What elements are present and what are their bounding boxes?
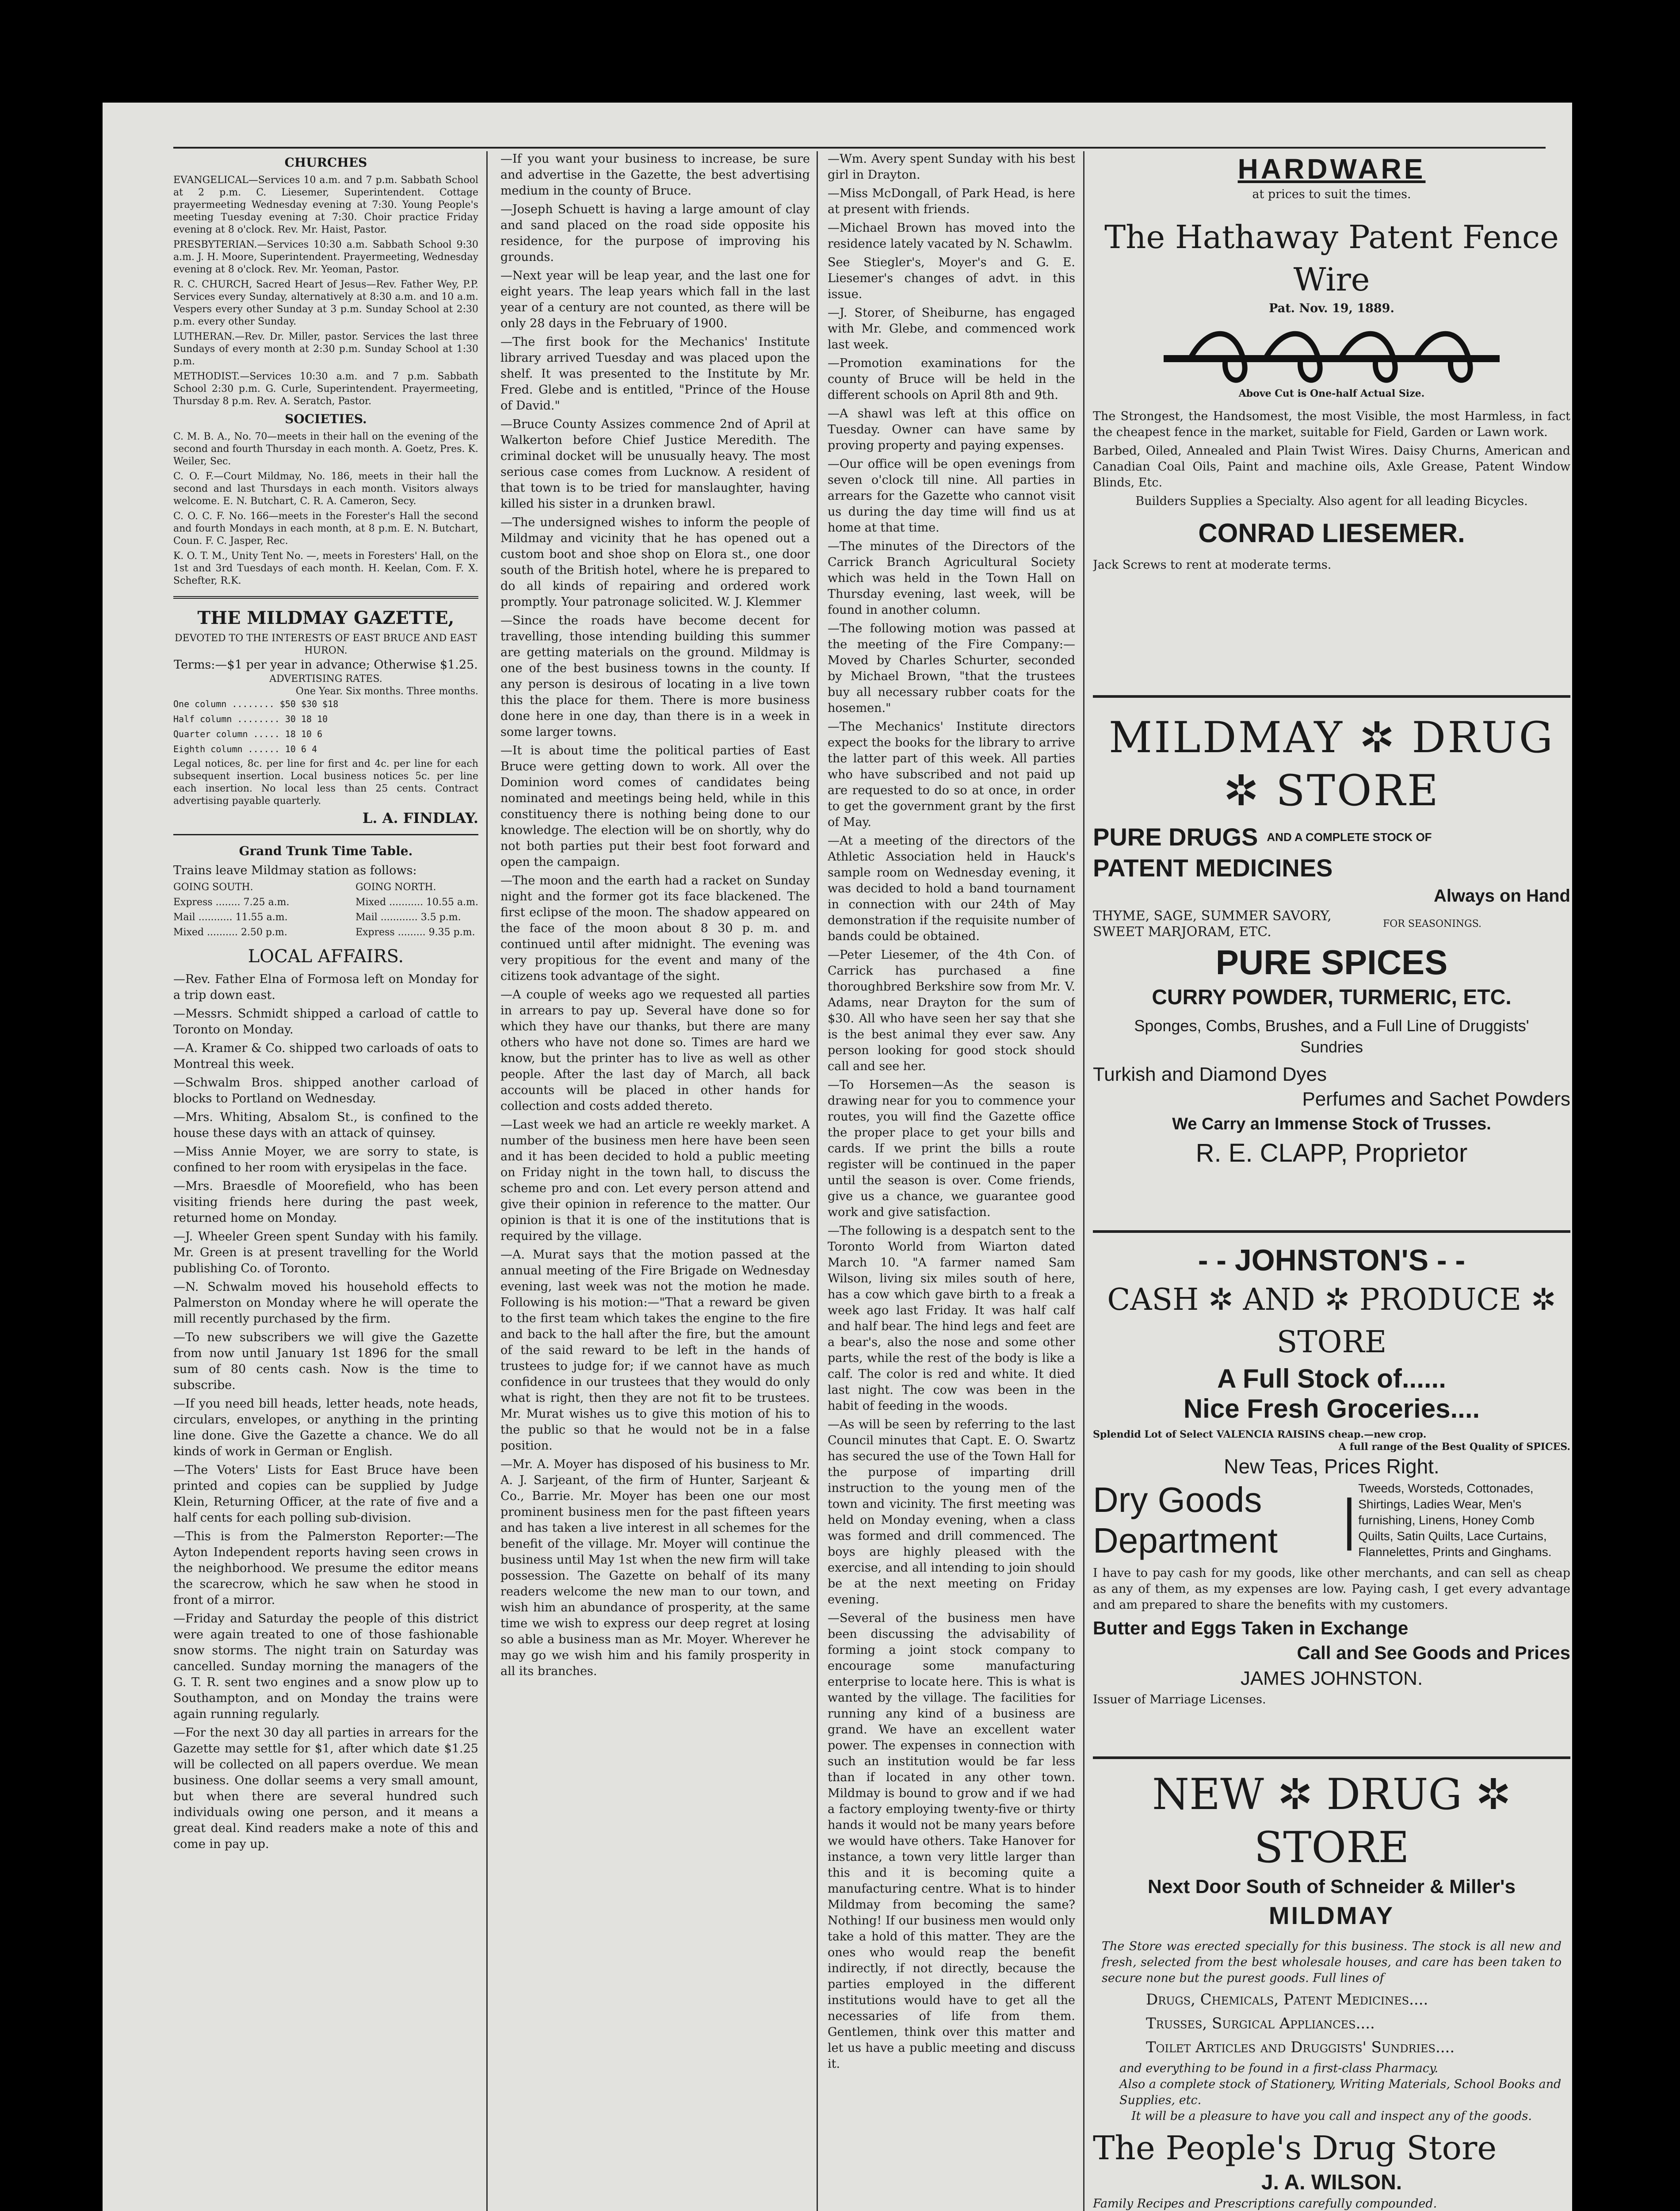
hardware-title: HARDWARE [1237,153,1426,185]
society-listing: C. M. B. A., No. 70—meets in their hall on the evening of the second and fourth Thursday in each month. A. Goetz, Pres. K. Weiler, Sec. [173,431,478,467]
column-1 [173,151,478,2211]
mildmay-drug-title: MILDMAY ✲ DRUG ✲ STORE [1108,713,1555,815]
news-item: —A couple of weeks ago we requested all parties in arrears to pay up. Several have done so for which they have our thanks, but there are many others who have not done so. Times are hard we know, but the printer has to live as well as other people. After the last day of March, all back accounts will be placed in other hands for collection and costs added thereto. [500,988,810,1113]
rates-header: One Year. Six months. Three months. [295,686,478,697]
churches-title: CHURCHES [284,155,367,170]
spices-range: A full range of the Best Quality of SPICES. [1338,1441,1570,1453]
peoples-drug-store: The People's Drug Store [1093,2129,1497,2167]
church-listing: LUTHERAN.—Rev. Dr. Miller, pastor. Services the last three Sundays of every month at 2:30 p.m. Sunday School at 1:30 p.m. [173,331,478,367]
divider [173,834,478,835]
local-affairs-title: LOCAL AFFAIRS. [248,946,404,967]
fence-wire-title: The Hathaway Patent Fence Wire [1104,218,1559,298]
news-item: See Stiegler's, Moyer's and G. E. Liesemer's changes of advt. in this issue. [828,256,1075,301]
train-row: Express ......... 9.35 p.m. [355,927,475,938]
news-item: —If you need bill heads, letter heads, note heads, circulars, envelopes, or anything in the printing line done. Give the Gazette a chance. We do all kinds of work in German or English. [173,1397,478,1458]
news-item: —N. Schwalm moved his household effects to Palmerston on Monday where he will operate the mill recently purchased by the firm. [173,1280,478,1326]
news-item: —Mrs. Whiting, Absalom St., is confined to the house these days with an attack of quinsey. [173,1110,478,1140]
fence-description: The Strongest, the Handsomest, the most Visible, the most Harmless, in fact the cheapest fence in the market, suitable for Field, Garden or Lawn work. [1093,409,1570,439]
hardware-tagline: at prices to suit the times. [1252,187,1411,201]
pleasure: It will be a pleasure to have you call and inspect any of the goods. [1131,2109,1532,2123]
divider [173,596,478,599]
local-affairs-column-1 [173,972,478,1852]
news-item: —Joseph Schuett is having a large amount of clay and sand placed on the road side opposite his residence, for the purpose of improving his grounds. [500,203,810,264]
news-item: —If you want your business to increase, be sure and advertise in the Gazette, the best advertising medium in the county of Bruce. [500,152,810,198]
rate-row: One column ........ $50 $30 $18 [173,699,339,709]
train-row: GOING NORTH. [355,882,436,893]
churches-list [173,174,478,408]
train-row: Mixed .......... 2.50 p.m. [173,927,287,938]
dry-goods-list: Tweeds, Worsteds, Cottonades, Shirtings, Ladies Wear, Men's furnishing, Linens, Honey Comb Quilts, Satin Quilts, Lace Curtains, Flannelettes, Prints and Ginghams. [1358,1481,1552,1559]
butter-eggs: Butter and Eggs Taken in Exchange [1093,1618,1409,1638]
drug-store-owner: R. E. CLAPP, Proprietor [1195,1139,1468,1167]
train-row: Mail ........... 11.55 a.m. [173,912,288,923]
everything-pharmacy: and everything to be found in a first-class Pharmacy. [1119,2062,1439,2075]
mildmay: MILDMAY [1268,1901,1395,1929]
publisher: L. A. FINDLAY. [362,810,478,826]
news-item: —At a meeting of the directors of the Athletic Association held in Hauck's sample room on Wednesday evening, it was decided to hold a band tournament in connection with our 24th of May demonstration if the requisite number of bands could be obtained. [828,834,1075,943]
news-item: —J. Storer, of Sheiburne, has engaged with Mr. Glebe, and commenced work last week. [828,306,1075,352]
news-item: —The Mechanics' Institute directors expect the books for the library to arrive the latter part of this week. All parties who have subscribed and not paid up are requested to do so at once, in order to get the government grant by the first of May. [828,720,1075,829]
church-listing: R. C. CHURCH, Sacred Heart of Jesus—Rev. Father Wey, P.P. Services every Sunday, alternatively at 8:30 a.m. and 10 a.m. Vespers every other Sunday at 3 p.m. Sunday School at 2:30 p.m. every other Sunday. [173,279,478,327]
wilson: J. A. WILSON. [1261,2171,1402,2194]
church-listing: PRESBYTERIAN.—Services 10:30 a.m. Sabbath School 9:30 a.m. J. H. Moore, Superintendent. Prayermeeting, Wednesday evening at 8 o'clock. Rev. Mr. Yeoman, Pastor. [173,239,478,275]
timetable-intro: Trains leave Mildmay station as follows: [173,864,417,877]
news-item: —To new subscribers we will give the Gazette from now until January 1st 1896 for the small sum of 80 cents cash. Now is the time to subscribe. [173,1331,478,1392]
top-rule [173,147,1546,149]
local-affairs-column-3 [828,151,1075,2072]
curry-powder: CURRY POWDER, TURMERIC, ETC. [1152,986,1512,1009]
jack-screws-note: Jack Screws to rent at moderate terms. [1093,558,1332,572]
drug-line: Drugs, Chemicals, Patent Medicines.... [1146,1991,1428,2008]
news-item: —A. Kramer & Co. shipped two carloads of oats to Montreal this week. [173,1041,478,1071]
column-rule [486,151,488,2211]
train-row: Mixed ........... 10.55 a.m. [355,897,478,908]
news-item: —A. Murat says that the motion passed at the annual meeting of the Fire Brigade on Wednesday evening, last week was not the motion he made. Following is his motion:—"That a reward be given to the first team which takes the engine to the fire and back to the hall after the fire, but the amount of the said reward to be left in the hands of trustees to judge for; if we cannot have as much confidence in our trustees that they would do only what is right, then they are not fit to be trustees. Mr. Murat wishes us to give this motion of his to the public so that he would not be in a false position. [500,1248,810,1453]
news-item: —This is from the Palmerston Reporter:—The Ayton Independent reports having seen crows in the neighborhood. We presume the editor means the scarecrow, which he saw when he stood in front of a mirror. [173,1530,478,1607]
column-rule [1083,151,1084,2211]
news-item: —The first book for the Mechanics' Institute library arrived Tuesday and was placed upon the shelf. It was presented to the Institute by Mr. Fred. Glebe and is entitled, "Prince of the House of David." [500,335,810,413]
news-item: —A shawl was left at this office on Tuesday. Owner can have same by proving property and paying expenses. [828,407,1075,452]
news-item: —The minutes of the Directors of the Carrick Branch Agricultural Society which was held in the Town Hall on Thursday evening, last week, will be found in another column. [828,539,1075,617]
full-stock: A Full Stock of...... [1217,1364,1446,1393]
news-item: —Promotion examinations for the county of Bruce will be held in the different schools on April 8th and 9th. [828,356,1075,402]
news-item: —To Horsemen—As the season is drawing near for you to commence your routes, you will find the Gazette office the proper place to get your bills and cards. If we print the bills a route register will be continued in the paper until the season is over. Come friends, give us a chance, we guarantee good work and give satisfaction. [828,1078,1075,1219]
brace: | [1340,1489,1359,1551]
column-rule [817,151,818,2211]
mildmay-drug-store-ad [1093,695,1570,1170]
valencia-raisins: Splendid Lot of Select VALENCIA RAISINS cheap.—new crop. [1093,1429,1427,1440]
societies-list [173,431,478,587]
masthead-subtitle: DEVOTED TO THE INTERESTS OF EAST BRUCE AND EAST HURON. [175,633,477,656]
news-item: —Last week we had an article re weekly market. A number of the business men here have been seen and it has been decided to hold a public meeting on Friday night in the town hall, to discuss the scheme pro and con. Let every person attend and give their opinion in reference to the matter. Our opinion is that it is one of the institutions that is required by the village. [500,1118,810,1243]
dyes: Turkish and Diamond Dyes [1093,1063,1327,1085]
news-item: —Peter Liesemer, of the 4th Con. of Carrick has purchased a fine thoroughbred Berkshire sow from Mr. V. Adams, near Drayton for the sum of $30. All who have seen her say that she is the best animal they ever saw. Any person looking for good stock should call and see her. [828,948,1075,1073]
news-item: —Miss Annie Moyer, we are sorry to state, is confined to her room with erysipelas in the face. [173,1145,478,1174]
fence-wire-illustration [1093,317,1570,387]
hardware-ad [1093,151,1570,573]
news-item: —Michael Brown has moved into the residence lately vacated by N. Schawlm. [828,221,1075,251]
news-item: —Miss McDongall, of Park Head, is here at present with friends. [828,187,1075,216]
rates-notes: Legal notices, 8c. per line for first and 4c. per line for each subsequent insertion. Local business notices 5c. per line each insertion. No local less than 25 cents. Contract advertising payable quarterly. [173,758,478,807]
column-2 [500,151,810,2211]
news-item: —The following motion was passed at the meeting of the Fire Company:—Moved by Charles Schurter, seconded by Michael Brown, "that the trustees buy all necessary rubber coats for the hosemen." [828,622,1075,715]
new-teas: New Teas, Prices Right. [1224,1455,1439,1478]
news-item: —Our office will be open evenings from seven o'clock till nine. All parties in arrears for the Gazette who cannot visit us during the day time will find us at home at that time. [828,457,1075,535]
rate-row: Eighth column ...... 10 6 4 [173,744,317,754]
pure-drugs: PURE DRUGS [1093,823,1258,851]
train-row: Express ........ 7.25 a.m. [173,897,290,908]
store-erected: The Store was erected specially for this business. The stock is all new and fresh, selected from the best wholesale houses, and care has been taken to secure none but the purest goods. Full lines of [1102,1939,1562,1985]
news-item: —As will be seen by referring to the last Council minutes that Capt. E. O. Swartz has secured the use of the Town Hall for the purpose of imparting drill instruction to the young men of the town and vicinity. The first meeting was held on Monday evening, when a class was formed and drill commenced. The boys are highly pleased with the exercise, and all intending to join should be at the next meeting on Friday evening. [828,1418,1075,1607]
news-item: —Schwalm Bros. shipped another carload of blocks to Portland on Wednesday. [173,1076,478,1106]
drug-line: Trusses, Surgical Appliances.... [1146,2015,1375,2032]
news-item: —Rev. Father Elna of Formosa left on Monday for a trip down east. [173,972,478,1002]
rate-row: Quarter column ..... 18 10 6 [173,729,323,739]
news-item: —Wm. Avery spent Sunday with his best girl in Drayton. [828,152,1075,182]
news-item: —Since the roads have become decent for travelling, those intending building this summer are getting materials on the ground. Mildmay is one of the best business towns in the county. If any person is desirous of locating in a live town this the place for them. There is more business done here in one day, than there is in a week in some larger towns. [500,614,810,739]
news-item: —The moon and the earth had a racket on Sunday night and the former got its face blackened. The first eclipse of the moon. The shadow appeared on the face of the moon about 8 30 p. m. and continued until after midnight. The evening was very propitious for the event and many of the citizens took advantage of the sight. [500,874,810,983]
timetable-north [355,881,478,941]
builders-supplies: Builders Supplies a Specialty. Also agent for all leading Bicycles. [1135,494,1528,508]
society-listing: C. O. C. F. No. 166—meets in the Forester's Hall the second and fourth Mondays in each month, at 8 p.m. E. N. Butchart, Coun. F. C. Jasper, Rec. [173,511,478,547]
timetable-title: Grand Trunk Time Table. [239,844,413,858]
news-item: —It is about time the political parties of East Bruce were getting down to work. All over the Dominion word comes of candidates being nominated and meetings being held, while in this constituency there is nothing being done to our knowledge. The election will be on shortly, why do not both parties put their best foot forward and open the campaign. [500,744,810,869]
always-on-hand: Always on Hand [1434,886,1570,906]
location: Next Door South of Schneider & Miller's [1148,1876,1516,1897]
hardware-owner: CONRAD LIESEMER. [1198,518,1465,548]
news-item: —Friday and Saturday the people of this district were again treated to one of those fashionable snow storms. The night train on Saturday was cancelled. Sunday morning the managers of the G. T. R. sent two engines and a snow plow up to Southampton, and on Monday the trains were again running regularly. [173,1612,478,1721]
societies-title: SOCIETIES. [285,412,367,426]
train-row: Mail ............ 3.5 p.m. [355,912,461,923]
cut-note: Above Cut is One-half Actual Size. [1238,388,1425,399]
patent-medicines: PATENT MEDICINES [1093,854,1333,882]
news-item: —The undersigned wishes to inform the people of Mildmay and vicinity that he has opened out a custom boot and shoe shop on Elora st., one door south of the British hotel, where he is prepared to do all kinds of repairing and ordered work promptly. Your patronage solicited. W. J. Klemmer [500,516,810,609]
drug-lines [1093,1989,1570,2058]
trusses: We Carry an Immense Stock of Trusses. [1172,1115,1491,1133]
local-affairs-column-2 [500,151,810,1679]
johnstons-ad [1093,1230,1570,1708]
complete-stock: AND A COMPLETE STOCK OF [1267,830,1432,844]
news-item: —The Voters' Lists for East Bruce have been printed and copies can be supplied by Judge Klein, Returning Officer, at the rate of five and a half cents for each polling sub-division. [173,1463,478,1525]
perfumes: Perfumes and Sachet Powders [1302,1088,1570,1110]
timetable-south [173,881,290,941]
column-3 [828,151,1075,2211]
news-item: —Bruce County Assizes commence 2nd of April at Walkerton before Chief Justice Meredith. The criminal docket will be unusually heavy. The most serious case comes from Lucknow. A resident of that town is to be tried for manslaughter, having killed his sister in a drunken brawl. [500,417,810,511]
marriage-licenses: Issuer of Marriage Licenses. [1093,1693,1266,1706]
dry-goods: Dry Goods [1093,1480,1262,1519]
pure-spices: PURE SPICES [1215,943,1448,982]
new-drug-store-ad [1093,1756,1570,2211]
cash-produce-store: CASH ✲ AND ✲ PRODUCE ✲ STORE [1107,1282,1556,1360]
johnstons-title: - - JOHNSTON'S - - [1198,1243,1466,1277]
society-listing: C. O. F.—Court Mildmay, No. 186, meets in their hall the second and last Thursdays in each month. Visitors always welcome. E. N. Butchart, C. R. A. Cameron, Secy. [173,471,478,507]
rates-table [173,698,478,755]
herbs: THYME, SAGE, SUMMER SAVORY, SWEET MARJORAM, ETC. [1093,908,1332,940]
terms: Terms:—$1 per year in advance; Otherwise $1.25. [174,658,478,672]
news-item: —J. Wheeler Green spent Sunday with his family. Mr. Green is at present travelling for the World publishing Co. of Toronto. [173,1230,478,1275]
news-item: —Next year will be leap year, and the last one for eight years. The leap years which fall in the last year of a century are not counted, as there will be only 28 days in the February of 1900. [500,269,810,330]
rates-title: ADVERTISING RATES. [269,673,382,685]
news-item: —The following is a despatch sent to the Toronto World from Wiarton dated March 10. "A farmer named Sam Wilson, living six miles south of here, has a cow which gave birth to a freak a week ago last Friday. It was half calf and half bear. The hind legs and feet are a bear's, also the nose and some other parts, while the rest of the body is like a calf. The color is red and white. It died last night. The cow was been in the habit of feeding in the woods. [828,1224,1075,1413]
news-item: —Several of the business men have been discussing the advisability of forming a joint stock company to encourage some manufacturing enterprise to locate here. This is what is wanted by the village. The facilities for running any kind of a business are grand. We have an excellent water power. The expenses in connection with such an institution would be far less than if located in any other town. Mildmay is bound to grow and if we had a factory employing twenty-five or thirty hands it would not be many years before we would have others. Take Hanover for instance, a town very little larger than this and it is becoming quite a manufacturing centre. What is to hinder Mildmay from becoming the same? Nothing! If our business men would only take a hold of this matter. They are the ones who would reap the benefit indirectly, if not directly, because the parties employed in the different institutions would have to get all the necessaries of life from them. Gentlemen, think over this matter and let us have a public meeting and discuss it. [828,1611,1075,2071]
drug-line: Toilet Articles and Druggists' Sundries.... [1146,2039,1455,2056]
fresh-groceries: Nice Fresh Groceries.... [1183,1394,1480,1423]
masthead-title: THE MILDMAY GAZETTE, [197,608,454,628]
church-listing: EVANGELICAL—Services 10 a.m. and 7 p.m. Sabbath School at 2 p.m. C. Liesemer, Superintendent. Cottage prayermeeting Wednesday evening at 7:30. Young People's meeting Tuesday evening at 7:30. Choir practice Friday evening at 8 o'clock. Rev. Mr. Haist, Pastor. [173,175,478,235]
new-drug-title: NEW ✲ DRUG ✲ STORE [1152,1770,1511,1872]
news-item: —For the next 30 day all parties in arrears for the Gazette may settle for $1, after which date $1.25 will be collected on all papers overdue. We mean business. One dollar seems a very small amount, but when there are several hundred such individuals owing one person, and it means a great deal. Kind readers make a note of this and come in pay up. [173,1726,478,1851]
news-item: —Mr. A. Moyer has disposed of his business to Mr. A. J. Sarjeant, of the firm of Hunter, Sarjeant & Co., Barrie. Mr. Moyer has been one our most prominent business men for the past fifteen years and has taken a live interest in all schemes for the benefit of the village. Mr. Moyer will continue the business until May 1st when the new firm will take possession. The Gazette on behalf of its many readers welcome the new man to our town, and wish him an abundance of prosperity, at the same time we wish to express our deep regret at losing so able a business man as Mr. Moyer. Wherever he may go we wish him and his family prosperity in all its branches. [500,1457,810,1678]
train-row: GOING SOUTH. [173,882,253,893]
family-recipes: Family Recipes and Prescriptions carefully compounded. [1093,2197,1437,2211]
newspaper-page [103,103,1572,2211]
timetable [173,881,478,941]
for-seasonings: FOR SEASONINGS. [1383,918,1482,930]
hardware-list: Barbed, Oiled, Annealed and Plain Twist Wires. Daisy Churns, American and Canadian Coal Oils, Paint and machine oils, Axle Grease, Patent Window Blinds, Etc. [1093,444,1570,490]
johnston-owner: JAMES JOHNSTON. [1240,1668,1423,1689]
news-item: —Messrs. Schmidt shipped a carload of cattle to Toronto on Monday. [173,1007,478,1037]
sponges-combs: Sponges, Combs, Brushes, and a Full Line of Druggists' Sundries [1134,1017,1529,1056]
cash-note: I have to pay cash for my goods, like other merchants, and can sell as cheap as any of them, as my expenses are low. Paying cash, I get every advantage and am prepared to share the benefits with my customers. [1093,1566,1570,1612]
church-listing: METHODIST.—Services 10:30 a.m. and 7 p.m. Sabbath School 2:30 p.m. G. Curle, Superintendent. Prayermeeting, Thursday 8 p.m. Rev. A. Seratch, Pastor. [173,371,478,407]
rate-row: Half column ........ 30 18 10 [173,714,328,724]
news-item: —Mrs. Braesdle of Moorefield, who has been visiting friends here during the past week, returned home on Monday. [173,1179,478,1225]
patent-date: Pat. Nov. 19, 1889. [1269,302,1394,315]
society-listing: K. O. T. M., Unity Tent No. —, meets in Foresters' Hall, on the 1st and 3rd Tuesdays of each month. H. Keelan, Com. F. X. Schefter, R.K. [173,551,478,586]
department: Department [1093,1521,1278,1560]
ads-column [1093,151,1570,2211]
stationery: Also a complete stock of Stationery, Writing Materials, School Books and Supplies, etc. [1119,2077,1562,2107]
call-and-see: Call and See Goods and Prices [1297,1642,1570,1663]
